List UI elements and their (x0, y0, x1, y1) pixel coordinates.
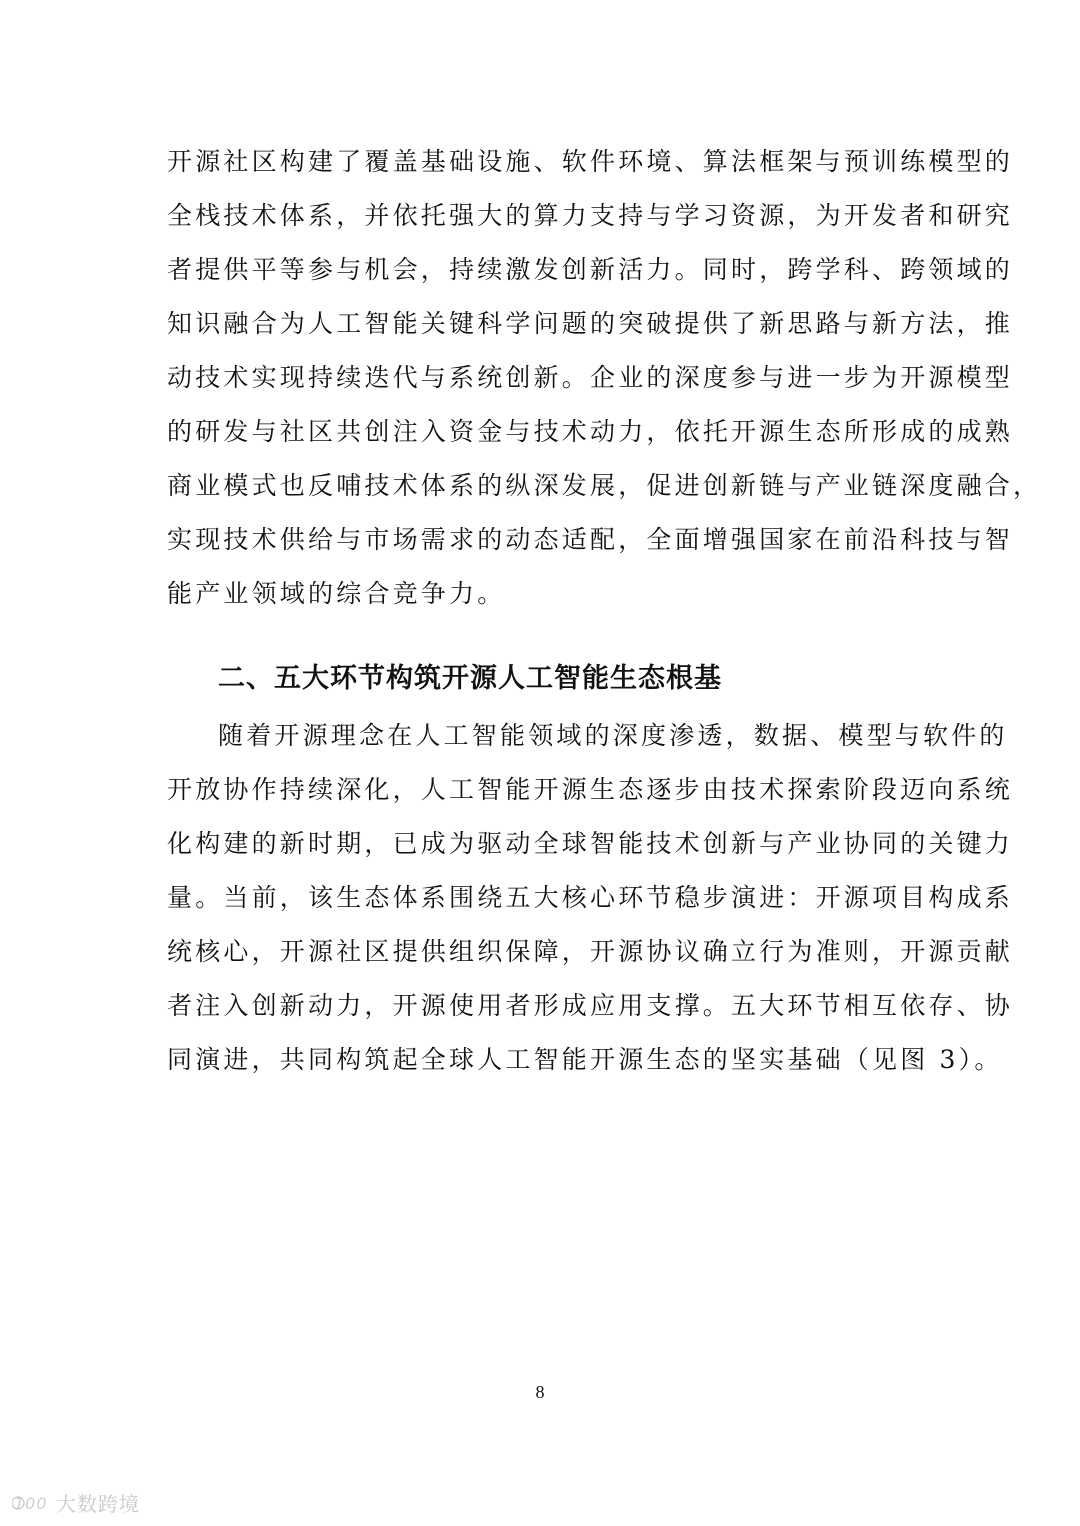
paragraph-line: 知识融合为人工智能关键科学问题的突破提供了新思路与新方法，推 (167, 309, 1014, 338)
paragraph-line: 同演进，共同构筑起全球人工智能开源生态的坚实基础（见图 3）。 (167, 1045, 1003, 1074)
paragraph-line: 开放协作持续深化，人工智能开源生态逐步由技术探索阶段迈向系统 (167, 775, 1014, 804)
paragraph-line: 者提供平等参与机会，持续激发创新活力。同时，跨学科、跨领域的 (167, 255, 1014, 284)
paragraph-line: 全栈技术体系，并依托强大的算力支持与学习资源，为开发者和研究 (167, 201, 1014, 230)
paragraph-line: 量。当前，该生态体系围绕五大核心环节稳步演进：开源项目构成系 (167, 883, 1014, 912)
svg-text:100: 100 (14, 1493, 48, 1513)
paragraph-line: 随着开源理念在人工智能领域的深度渗透，数据、模型与软件的 (218, 721, 1008, 750)
paragraph-line: 实现技术供给与市场需求的动态适配，全面增强国家在前沿科技与智 (167, 525, 1014, 554)
paragraph-line: 能产业领域的综合竞争力。 (167, 579, 506, 608)
paragraph-line: 的研发与社区共创注入资金与技术动力，依托开源生态所形成的成熟 (167, 417, 1014, 446)
paragraph-line: 商业模式也反哺技术体系的纵深发展，促进创新链与产业链深度融合， (167, 471, 1042, 500)
watermark (12, 1488, 140, 1517)
paragraph-line: 者注入创新动力，开源使用者形成应用支撑。五大环节相互依存、协 (167, 991, 1014, 1020)
watermark-logo-icon (12, 1491, 50, 1515)
section-heading: 二、五大环节构筑开源人工智能生态根基 (218, 663, 722, 694)
paragraph-line: 动技术实现持续迭代与系统创新。企业的深度参与进一步为开源模型 (167, 363, 1014, 392)
watermark-text: 大数跨境 (56, 1492, 140, 1516)
paragraph-line: 化构建的新时期，已成为驱动全球智能技术创新与产业协同的关键力 (167, 829, 1014, 858)
page-number: 8 (535, 1382, 545, 1402)
paragraph-line: 统核心，开源社区提供组织保障，开源协议确立行为准则，开源贡献 (167, 937, 1014, 966)
paragraph-line: 开源社区构建了覆盖基础设施、软件环境、算法框架与预训练模型的 (167, 147, 1014, 176)
